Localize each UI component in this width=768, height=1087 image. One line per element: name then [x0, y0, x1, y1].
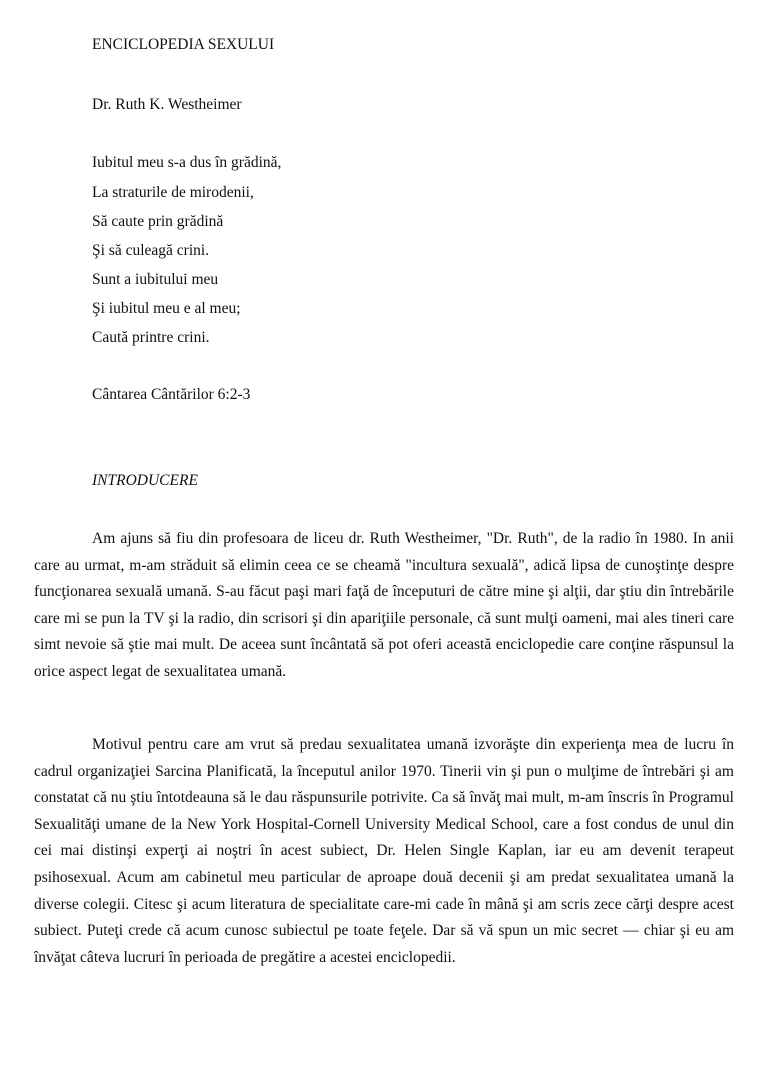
epigraph-line: Sunt a iubitului meu	[92, 271, 219, 288]
intro-paragraph: Am ajuns să fiu din profesoara de liceu dr. Ruth Westheimer, "Dr. Ruth", de la radio în 1980. In anii care au urmat, m-am străduit să elimin ceea ce se cheamă "incultura sexuală", adică lipsa de cunoştinţe despre funcţionarea sexuală umană. S-au făcut paşi mari faţă de începuturi de către mine şi alţii, dar ştiu din întrebările care mi se pun la TV şi la radio, din scrisori şi din apariţiile personale, că sunt mulţi oameni, mai ales tineri care simt nevoie să ştie mai mult. De aceea sunt încântată să pot oferi această enciclopedie care conţine răspunsul la orice aspect legat de sexualitatea umană.	[34, 530, 734, 680]
epigraph-line: La straturile de mirodenii,	[92, 184, 254, 201]
section-heading: INTRODUCERE	[92, 472, 198, 489]
intro-paragraph: Motivul pentru care am vrut să predau sexualitatea umană izvorăşte din experienţa mea de lucru în cadrul organizaţiei Sarcina Planificată, la începutul anilor 1970. Tinerii vin şi pun o mulţime de întrebări şi am constatat că nu ştiu întotdeauna să le dau răspunsurile potrivite. Ca să învăţ mai mult, m-am înscris în Programul Sexualităţi umane de la New York Hospital-Cornell University Medical School, care a fost condus de unul din cei mai distinşi experţi ai noştri în acest subiect, Dr. Helen Single Kaplan, iar eu am devenit terapeut psihosexual. Acum am cabinetul meu particular de aproape două decenii şi am predat sexualitatea umană la diverse colegii. Citesc şi acum literatura de specialitate care-mi cade în mână şi am scris zece cărţi despre acest subiect. Puteţi crede că acum cunosc subiectul pe toate feţele. Dar să vă spun un mic secret — chiar şi eu am învăţat câteva lucruri în perioada de pregătire a acestei enciclopedii.	[34, 736, 734, 966]
epigraph-line: Să caute prin grădină	[92, 213, 224, 230]
epigraph-line: Iubitul meu s-a dus în grădină,	[92, 154, 282, 171]
epigraph-line: Şi să culeagă crini.	[92, 242, 210, 259]
author-name: Dr. Ruth K. Westheimer	[92, 96, 242, 113]
epigraph-source: Cântarea Cântărilor 6:2-3	[92, 386, 251, 403]
epigraph-line: Şi iubitul meu e al meu;	[92, 300, 241, 317]
document-title: ENCICLOPEDIA SEXULUI	[92, 36, 275, 53]
epigraph-line: Caută printre crini.	[92, 329, 210, 346]
